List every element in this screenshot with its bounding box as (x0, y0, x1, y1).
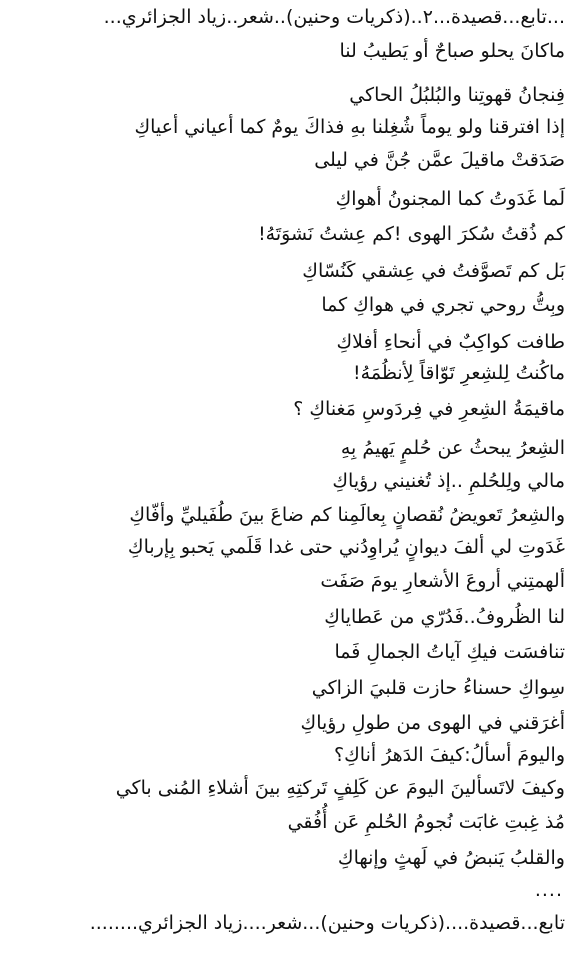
poem-line: ألهمتِني أروعَ الأشعارِ يومَ صَفَت (320, 570, 565, 592)
poem-line: طافت كواكِبٌ في أنحاءِ أفلاكِ (336, 331, 565, 353)
poem-line: إذا افترقنا ولو يوماً شُغِلنا بهِ فذاكَ يومٌ كما أعياني أعياكِ (134, 116, 565, 138)
poem-line: مالي ولِلحُلمِ ..إذ تُغنيني رؤياكِ (332, 470, 565, 492)
poem-line: غَدَوتِ لي ألفَ ديوانٍ يُراوِدُني حتى غدا قَلَمي يَحبو بِإرباكِ (127, 536, 565, 558)
poem-footer: تابع...قصيدة....(ذكريات وحنين)...شعر....زياد الجزائري........ (89, 912, 565, 934)
poem-line: ماقيمَةُ الشِعرِ في فِردَوسِ مَغناكِ ؟ (293, 398, 565, 420)
poem-line: بَل كم تَصوَّفتُ في عِشقي كَنُسّاكِ (302, 260, 565, 282)
poem-line: وبِتُّ روحي تجري في هواكِ كما (321, 294, 565, 316)
ellipsis-dots: .... (534, 879, 563, 901)
poem-line: ماكانَ يحلو صباحٌ أو يَطيبُ لنا (339, 40, 565, 62)
poem-line: أغرَقني في الهوى من طولِ رؤياكِ (300, 712, 565, 734)
poem-line: واليومَ أسألُ:كيفَ الدَهرُ أناكِ؟ (334, 744, 565, 766)
poem-line: الشِعرُ يبحثُ عن حُلمٍ يَهيمُ بِهِ (340, 437, 565, 459)
poem-line: صَدَقتْ ماقيلَ عمَّن جُنَّ في ليلى (314, 149, 565, 171)
poem-line: فِنجانُ قهوتِنا والبُلبُلُ الحاكي (349, 84, 565, 106)
poem-line: لنا الظُروفُ..فَدُرّي من عَطاياكِ (324, 606, 565, 628)
poem-line: والشِعرُ تَعويضُ نُقصانٍ بِعالَمِنا كم ضاعَ بينَ طُفَيليِّ وأفّاكِ (129, 504, 565, 526)
poem-line: مُذ غِبتِ غابَت نُجومُ الحُلمِ عَن أُفُقي (287, 811, 565, 833)
poem-line: لَما غَدَوتُ كما المجنونُ أهواكِ (335, 188, 565, 210)
poem-header: ...تابع...قصيدة...٢..(ذكريات وحنين)..شعر..زياد الجزائري... (103, 6, 565, 28)
poem-line: وكيفَ لاتَسألينَ اليومَ عن كَلِفٍ تَركتِهِ بينَ أشلاءِ المُنى باكي (115, 777, 565, 799)
poem-line: كم ذُقتُ سُكرَ الهوى !كم عِشتُ نَشوَتَهُ! (258, 223, 565, 245)
poem-line: والقلبُ يَنبضُ في لَهثٍ وإنهاكِ (337, 847, 565, 869)
poem-line: تنافسَت فيكِ آياتُ الجمالِ فَما (334, 641, 565, 663)
poem-line: سِواكِ حسناءُ حازت قلبيَ الزاكي (311, 677, 565, 699)
poem-line: ماكُنتُ لِلشِعرِ تَوّاقاً لِأنظُمَهُ! (353, 362, 565, 384)
